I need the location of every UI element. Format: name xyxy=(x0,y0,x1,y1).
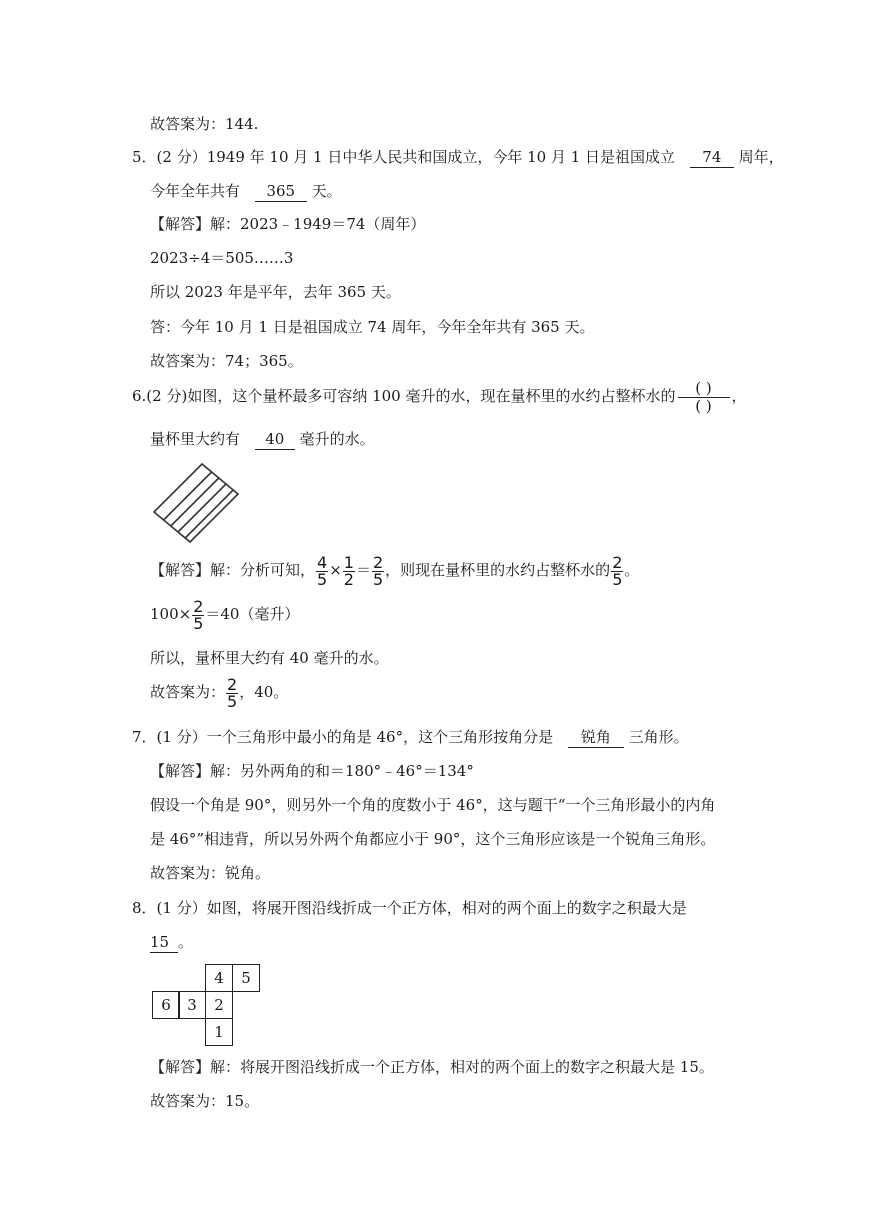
q7-stem-a: 7．(1 分）一个三角形中最小的角是 46°，这个三角形按角分是 xyxy=(132,728,554,746)
q6-solution-1 xyxy=(150,550,639,590)
q6-answer-suffix: ，40。 xyxy=(239,683,289,701)
q6-frac-result xyxy=(611,552,623,589)
q6-answer xyxy=(150,672,288,712)
q6-paren-top: ( ) xyxy=(678,380,730,398)
q6-frac-1-2 xyxy=(343,552,355,589)
q8-solution: 【解答】解：将展开图沿线折成一个正方体，相对的两个面上的数字之积最大是 15。 xyxy=(150,1058,714,1076)
q5-answer: 故答案为：74；365。 xyxy=(150,352,303,370)
frac-denominator: 5 xyxy=(317,569,328,589)
q5-blank-years: 74 xyxy=(690,147,734,168)
q7-stem xyxy=(132,727,689,748)
q8-stem-end: 。 xyxy=(178,933,194,951)
q7-solution-1: 【解答】解：另外两角的和＝180°﹣46°＝134° xyxy=(150,762,474,780)
net-cell: 4 xyxy=(205,964,233,992)
cup-outline xyxy=(154,464,238,542)
q7-answer: 故答案为：锐角。 xyxy=(150,864,271,882)
q6-answer-frac xyxy=(226,674,238,711)
q8-answer: 故答案为：15。 xyxy=(150,1092,260,1110)
q5-blank-days: 365 xyxy=(255,181,307,202)
frac-denominator: 2 xyxy=(343,569,354,589)
q5-stem-a: 5．(2 分）1949 年 10 月 1 日中华人民共和国成立，今年 10 月 1 日是祖国成立 xyxy=(132,148,676,166)
q6-answer-prefix: 故答案为： xyxy=(150,683,226,701)
net-cell: 1 xyxy=(205,1018,233,1046)
frac-numerator: 2 xyxy=(227,674,238,694)
q6-stem-a: 6.(2 分)如图，这个量杯最多可容纳 100 毫升的水，现在量杯里的水约占整杯水的 xyxy=(132,387,676,405)
q7-stem-b: 三角形。 xyxy=(628,728,689,746)
frac-numerator: 2 xyxy=(193,596,204,616)
q5-stem-line1 xyxy=(132,147,784,168)
q6-stem-c: 毫升的水。 xyxy=(299,430,375,448)
q6-sol-end: 。 xyxy=(624,561,640,579)
frac-denominator: 5 xyxy=(227,691,238,711)
q5-solution-2: 2023÷4＝505……3 xyxy=(150,249,294,267)
frac-numerator: 1 xyxy=(343,552,354,572)
q6-blank-ml: 40 xyxy=(255,429,295,450)
q6-stem-line2 xyxy=(150,429,375,450)
q7-solution-3: 是 46°”相违背，所以另外两个角都应小于 90°，这个三角形应该是一个锐角三角形。 xyxy=(150,830,716,848)
q5-stem-d: 天。 xyxy=(311,182,342,200)
q8-stem-line2 xyxy=(150,932,193,953)
frac-numerator: 2 xyxy=(612,552,623,572)
q8-blank: 15 xyxy=(150,932,178,953)
q6-stem-b: 量杯里大约有 xyxy=(150,430,241,448)
q5-stem-c: 今年全年共有 xyxy=(150,182,241,200)
q6-calc-prefix: 100× xyxy=(150,605,192,623)
q4-answer: 故答案为：144. xyxy=(150,115,259,133)
q6-paren-bottom: ( ) xyxy=(695,396,712,415)
q8-stem: 8．(1 分）如图，将展开图沿线折成一个正方体，相对的两个面上的数字之积最大是 xyxy=(132,899,687,917)
net-cell: 6 xyxy=(152,991,180,1019)
q5-solution-1: 【解答】解：2023﹣1949＝74（周年） xyxy=(150,215,426,233)
cube-net-figure xyxy=(152,964,262,1045)
q6-paren-fraction xyxy=(678,380,730,415)
times-sign: × xyxy=(329,561,342,579)
frac-denominator: 5 xyxy=(372,569,384,589)
q6-calc-frac xyxy=(192,596,204,633)
q5-stem-line2 xyxy=(150,181,342,202)
q6-frac-2-5 xyxy=(372,552,384,589)
q6-sol-mid: ，则现在量杯里的水约占整杯水的 xyxy=(385,561,611,579)
cup-mark-4 xyxy=(185,490,233,538)
net-cell: 5 xyxy=(232,964,260,992)
q6-solution-2 xyxy=(150,594,299,634)
q7-solution-2: 假设一个角是 90°，则另外一个角的度数小于 46°，这与题干“一个三角形最小的内角 xyxy=(150,796,716,814)
q6-stem-comma: ， xyxy=(731,387,747,405)
q5-stem-b: 周年， xyxy=(738,148,784,166)
cup-mark-2 xyxy=(171,478,219,526)
measuring-cup-figure xyxy=(150,462,242,546)
net-cell: 2 xyxy=(205,991,233,1019)
q5-solution-3: 所以 2023 年是平年，去年 365 天。 xyxy=(150,283,401,301)
equals-sign: ＝ xyxy=(355,561,371,579)
q6-calc-suffix: ＝40（毫升） xyxy=(205,605,300,623)
frac-numerator: 4 xyxy=(317,552,328,572)
frac-numerator: 2 xyxy=(372,552,384,572)
q6-frac-4-5 xyxy=(316,552,328,589)
q6-sol-prefix: 【解答】解：分析可知， xyxy=(150,561,316,579)
q6-stem-line1 xyxy=(132,378,747,418)
frac-denominator: 5 xyxy=(612,569,623,589)
q6-solution-3: 所以，量杯里大约有 40 毫升的水。 xyxy=(150,649,389,667)
frac-denominator: 5 xyxy=(193,613,204,633)
cup-mark-3 xyxy=(178,484,226,532)
net-cell: 3 xyxy=(178,991,206,1019)
q7-blank: 锐角 xyxy=(568,727,624,748)
q5-solution-4: 答：今年 10 月 1 日是祖国成立 74 周年，今年全年共有 365 天。 xyxy=(150,318,595,336)
